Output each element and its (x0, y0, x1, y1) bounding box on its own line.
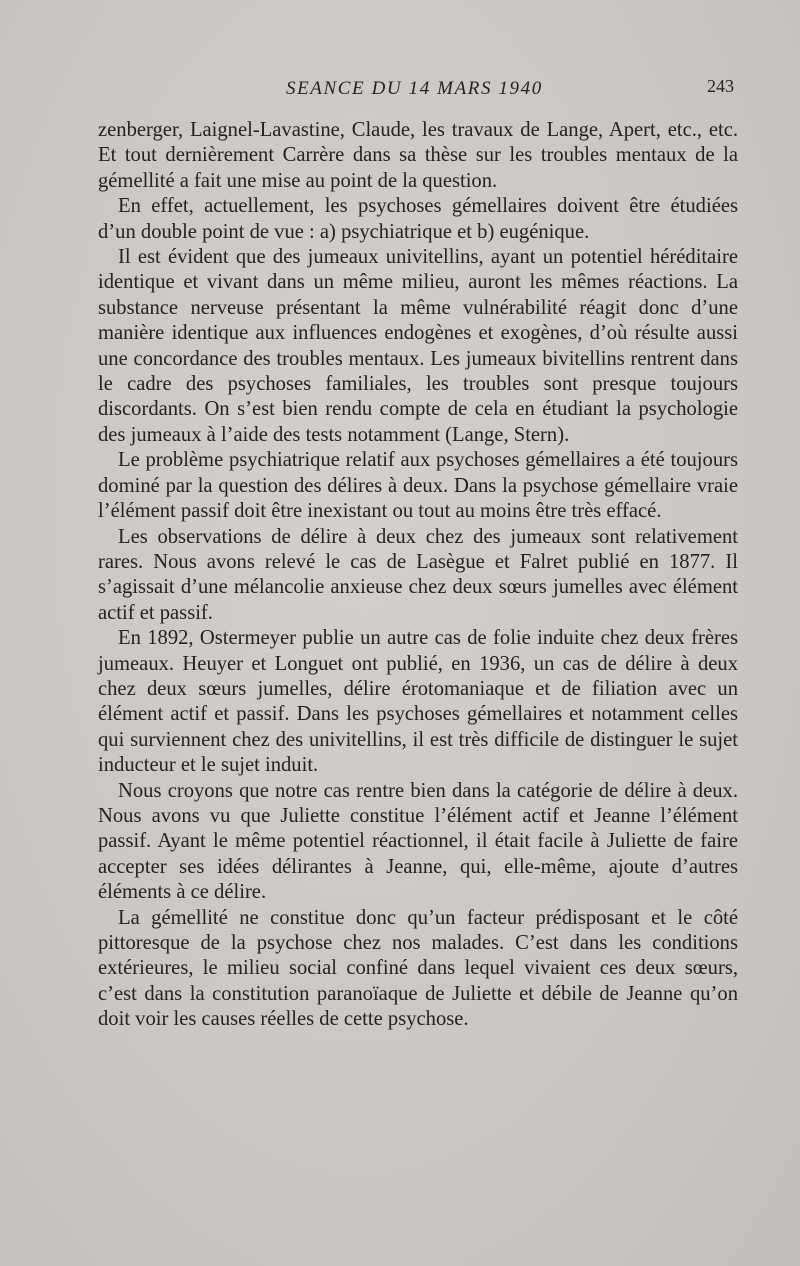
paragraph: Le problème psychiatrique relatif aux psychoses gémellaires a été toujours dominé par la question des délires à deux. Dans la psychose gémellaire vraie l’élément passif doit être inexistant ou tout au moins être très effacé. (98, 449, 738, 523)
page-header (96, 76, 746, 104)
paragraph: zenberger, Laignel-Lavastine, Claude, les travaux de Lange, Apert, etc., etc. Et tout dernièrement Carrère dans sa thèse sur les troubles mentaux de la gémellité a fait une mise au point de la question. (98, 119, 738, 192)
body-text (98, 118, 738, 1033)
page-number: 243 (707, 76, 734, 96)
paragraph: En 1892, Ostermeyer publie un autre cas de folie induite chez deux frères jumeaux. Heuyer et Longuet ont publié, en 1936, un cas de délire à deux chez deux sœurs jumelles, délire érotomaniaque et de filiation avec un élément actif et passif. Dans les psychoses gémellaires et notamment celles qui surviennent chez des univitellins, il est très difficile de distinguer le sujet inducteur et le sujet induit. (98, 627, 738, 777)
paragraph: En effet, actuellement, les psychoses gémellaires doivent être étudiées d’un double point de vue : a) psychiatrique et b) eugénique. (98, 195, 738, 243)
paragraph: La gémellité ne constitue donc qu’un facteur prédisposant et le côté pittoresque de la psychose chez nos malades. C’est dans les conditions extérieures, le milieu social confiné dans lequel vivaient ces deux sœurs, c’est dans la constitution paranoïaque de Juliette et débile de Jeanne qu’on doit voir les causes réelles de cette psychose. (98, 906, 738, 1031)
paragraph: Les observations de délire à deux chez des jumeaux sont relativement rares. Nous avons relevé le cas de Lasègue et Falret publié en 1877. Il s’agissait d’une mélancolie anxieuse chez deux sœurs jumelles avec élément actif et passif. (98, 525, 738, 624)
paragraph: Nous croyons que notre cas rentre bien dans la catégorie de délire à deux. Nous avons vu que Juliette constitue l’élément actif et Jeanne l’élément passif. Ayant le même potentiel réactionnel, il était facile à Juliette de faire accepter ses idées délirantes à Jeanne, qui, elle-même, ajoute d’autres éléments à ce délire. (98, 779, 738, 904)
running-title: SEANCE DU 14 MARS 1940 (286, 78, 543, 99)
paragraph: Il est évident que des jumeaux univitellins, ayant un potentiel héréditaire identique et vivant dans un même milieu, auront les mêmes réactions. La substance nerveuse présentant la même vulnérabilité réagit donc d’une manière identique aux influences endogènes et exogènes, d’où résulte aussi une concordance des troubles mentaux. Les jumeaux bivitellins rentrent dans le cadre des psychoses familiales, les troubles sont presque toujours discordants. On s’est bien rendu compte de cela en étudiant la psychologie des jumeaux à l’aide des tests notamment (Lange, Stern). (98, 246, 738, 446)
